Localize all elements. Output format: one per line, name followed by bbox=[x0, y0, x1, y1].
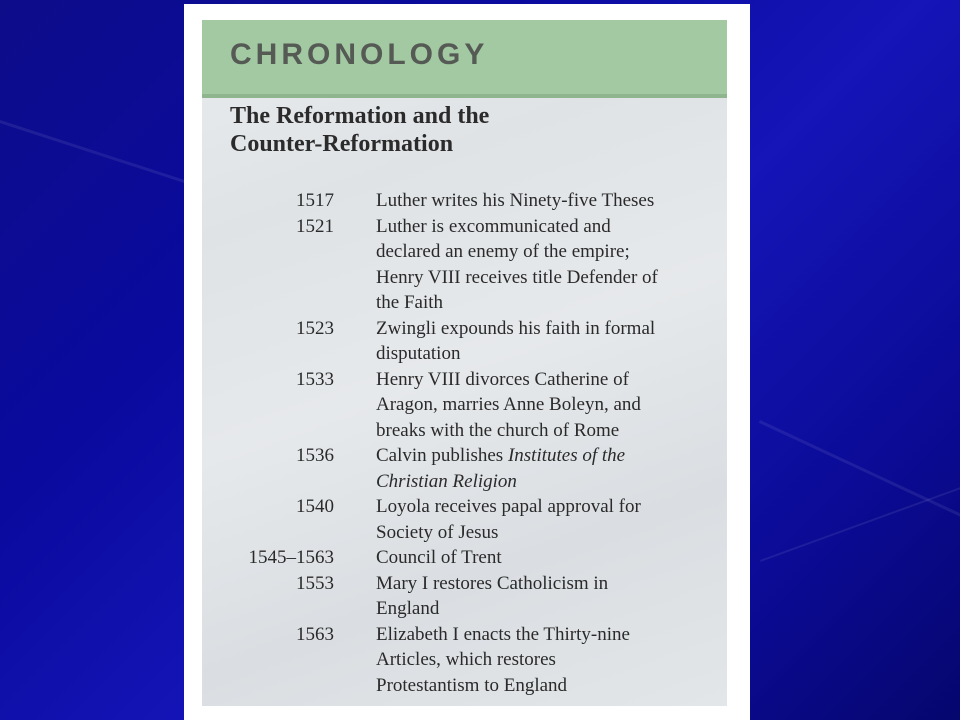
entry-year: 1517 bbox=[296, 190, 334, 211]
entry-line: Henry VIII divorces Catherine of bbox=[376, 368, 629, 390]
entry-year: 1540 bbox=[296, 496, 334, 517]
entry-line: disputation bbox=[376, 343, 461, 364]
chronology-entry bbox=[202, 367, 727, 444]
chronology-panel bbox=[202, 20, 727, 706]
entry-line: Henry VIII receives title Defender of bbox=[376, 266, 658, 288]
entry-line: breaks with the church of Rome bbox=[376, 419, 620, 441]
chronology-entry bbox=[202, 443, 727, 494]
entry-year: 1533 bbox=[296, 368, 334, 390]
book-title-part: Institutes of the bbox=[507, 445, 626, 466]
title-line: The Reformation and the bbox=[230, 103, 490, 129]
entry-year: 1563 bbox=[296, 623, 334, 645]
entry-description bbox=[376, 571, 716, 622]
chronology-entry bbox=[202, 316, 727, 367]
entry-line: England bbox=[376, 598, 440, 619]
entry-line: the Faith bbox=[376, 292, 444, 313]
entry-line bbox=[376, 443, 716, 469]
entry-line: Elizabeth I enacts the Thirty-nine bbox=[376, 623, 630, 645]
entry-line: Articles, which restores bbox=[376, 649, 556, 670]
chronology-label: CHRONOLOGY bbox=[230, 38, 489, 71]
entry-description bbox=[376, 545, 716, 571]
entry-line: Loyola receives papal approval for bbox=[376, 496, 641, 517]
entry-line: Protestantism to England bbox=[376, 674, 568, 696]
entry-line: declared an enemy of the empire; bbox=[376, 241, 630, 262]
chronology-title bbox=[230, 102, 710, 158]
entry-year: 1521 bbox=[296, 215, 334, 237]
entry-description bbox=[376, 367, 716, 444]
chronology-header-band bbox=[202, 20, 727, 98]
chronology-entry bbox=[202, 188, 727, 214]
chronology-entry bbox=[202, 571, 727, 622]
entry-description bbox=[376, 622, 716, 699]
title-line: Counter-Reformation bbox=[230, 131, 454, 157]
chronology-entry bbox=[202, 545, 727, 571]
book-title-part: Christian Religion bbox=[376, 470, 517, 492]
entry-description bbox=[376, 494, 716, 545]
entry-line: Society of Jesus bbox=[376, 521, 499, 543]
entry-line: Council of Trent bbox=[376, 547, 502, 568]
background-streak bbox=[760, 478, 960, 562]
entry-description bbox=[376, 188, 716, 214]
background-streak bbox=[759, 420, 960, 533]
entry-line-prefix: Calvin publishes bbox=[376, 445, 508, 466]
entry-description bbox=[376, 214, 716, 316]
chronology-entry bbox=[202, 622, 727, 699]
chronology-entry bbox=[202, 494, 727, 545]
chronology-list bbox=[202, 188, 727, 698]
entry-description bbox=[376, 316, 716, 367]
chronology-entry bbox=[202, 214, 727, 316]
entry-year: 1553 bbox=[296, 572, 334, 594]
entry-description bbox=[376, 443, 716, 494]
entry-line: Luther writes his Ninety-five Theses bbox=[376, 190, 655, 211]
entry-line: Mary I restores Catholicism in bbox=[376, 572, 609, 594]
entry-line: Aragon, marries Anne Boleyn, and bbox=[376, 394, 641, 415]
entry-year: 1545–1563 bbox=[248, 547, 334, 568]
entry-year: 1523 bbox=[296, 317, 334, 339]
entry-year: 1536 bbox=[296, 445, 334, 466]
entry-line: Luther is excommunicated and bbox=[376, 215, 611, 237]
slide-card bbox=[184, 4, 750, 720]
entry-line: Zwingli expounds his faith in formal bbox=[376, 317, 656, 339]
